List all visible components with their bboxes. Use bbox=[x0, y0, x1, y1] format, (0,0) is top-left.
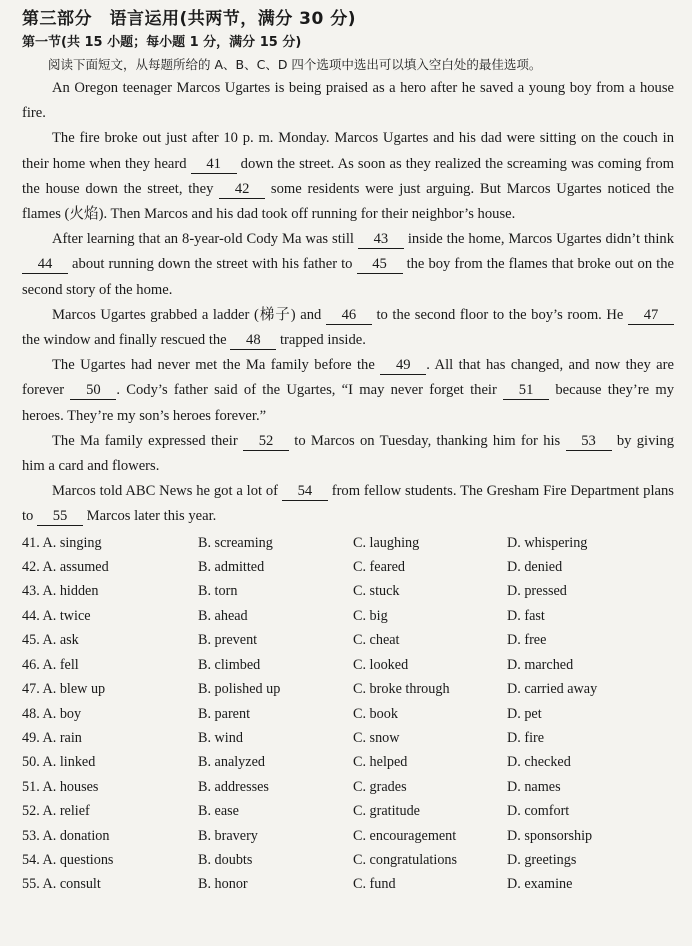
option-row-54 bbox=[22, 848, 674, 872]
option-d: D. sponsorship bbox=[507, 827, 593, 844]
section-title: 第三部分 语言运用(共两节，满分 30 分) bbox=[22, 9, 357, 29]
paragraph-text: An Oregon teenager Marcos Ugartes is being praised as a hero after he saved a young boy from a house fire. bbox=[22, 80, 674, 122]
option-c: C. fund bbox=[353, 876, 396, 893]
option-a: 48. A. boy bbox=[22, 705, 82, 722]
paragraph-1 bbox=[22, 76, 674, 126]
paragraph-2 bbox=[22, 126, 674, 227]
option-c: C. feared bbox=[353, 559, 405, 576]
blank-51: 51 bbox=[503, 382, 549, 400]
paragraph-text: The Ma family expressed their bbox=[52, 432, 243, 449]
option-d: D. whispering bbox=[507, 534, 588, 551]
option-d: D. fast bbox=[507, 607, 545, 624]
option-row-42 bbox=[22, 555, 674, 579]
option-a: 52. A. relief bbox=[22, 803, 90, 820]
blank-44: 44 bbox=[22, 256, 68, 274]
option-c: C. snow bbox=[353, 729, 400, 746]
option-row-43 bbox=[22, 579, 674, 603]
paragraph-text: The fire broke out just after 10 p. m. Monday. Marcos Ugartes and his dad were sitting on the couch in their home when they heard bbox=[22, 130, 674, 172]
option-row-49 bbox=[22, 726, 674, 750]
option-b: B. addresses bbox=[198, 778, 269, 795]
paragraph-5 bbox=[22, 353, 674, 429]
paragraph-text: Marcos Ugartes grabbed a ladder (梯子) and bbox=[52, 306, 326, 323]
blank-45: 45 bbox=[357, 256, 403, 274]
option-d: D. carried away bbox=[507, 681, 598, 698]
option-b: B. screaming bbox=[198, 534, 273, 551]
option-c: C. cheat bbox=[353, 632, 400, 649]
blank-41: 41 bbox=[191, 156, 237, 174]
paragraph-text: from fellow students. The Gresham Fire Department plans to bbox=[22, 483, 674, 525]
option-a: 45. A. ask bbox=[22, 632, 79, 649]
option-row-50 bbox=[22, 750, 674, 774]
paragraph-text: After learning that an 8-year-old Cody Ma was still bbox=[52, 231, 358, 248]
option-d: D. marched bbox=[507, 656, 574, 673]
paragraph-3 bbox=[22, 227, 674, 303]
option-b: B. prevent bbox=[198, 632, 258, 649]
option-a: 43. A. hidden bbox=[22, 583, 99, 600]
option-b: B. polished up bbox=[198, 681, 281, 698]
option-a: 51. A. houses bbox=[22, 778, 99, 795]
paragraph-text: about running down the street with his father to bbox=[68, 256, 357, 273]
blank-50: 50 bbox=[70, 382, 116, 400]
option-row-41 bbox=[22, 531, 674, 555]
option-c: C. big bbox=[353, 607, 388, 624]
option-row-48 bbox=[22, 702, 674, 726]
option-d: D. denied bbox=[507, 559, 563, 576]
blank-54: 54 bbox=[282, 483, 328, 501]
option-a: 42. A. assumed bbox=[22, 559, 109, 576]
paragraph-text: because they’re my heroes. They’re my son’s heroes forever.” bbox=[22, 382, 674, 424]
option-b: B. parent bbox=[198, 705, 251, 722]
option-b: B. honor bbox=[198, 876, 248, 893]
option-row-51 bbox=[22, 775, 674, 799]
blank-43: 43 bbox=[358, 231, 404, 249]
option-row-53 bbox=[22, 824, 674, 848]
option-d: D. pressed bbox=[507, 583, 567, 600]
option-d: D. checked bbox=[507, 754, 571, 771]
option-a: 49. A. rain bbox=[22, 729, 82, 746]
paragraph-6 bbox=[22, 429, 674, 479]
option-d: D. fire bbox=[507, 729, 545, 746]
blank-48: 48 bbox=[230, 332, 276, 350]
option-c: C. gratitude bbox=[353, 803, 420, 820]
option-b: B. ease bbox=[198, 803, 239, 820]
option-row-46 bbox=[22, 653, 674, 677]
paragraph-text: Marcos later this year. bbox=[83, 508, 217, 525]
option-d: D. names bbox=[507, 778, 561, 795]
option-c: C. looked bbox=[353, 656, 409, 673]
paragraph-text: some residents were just arguing. But Marcos Ugartes noticed the flames (火焰). Then Marcos and his dad took off running for their neighbor’s house. bbox=[22, 180, 674, 223]
paragraph-text: . Cody’s father said of the Ugartes, “I may never forget their bbox=[116, 382, 504, 399]
options-list bbox=[22, 531, 674, 897]
option-b: B. analyzed bbox=[198, 754, 265, 771]
option-d: D. pet bbox=[507, 705, 542, 722]
paragraph-4 bbox=[22, 303, 674, 353]
blank-52: 52 bbox=[243, 433, 289, 451]
option-a: 47. A. blew up bbox=[22, 681, 106, 698]
blank-46: 46 bbox=[326, 307, 372, 325]
option-c: C. stuck bbox=[353, 583, 400, 600]
subsection-title: 第一节(共 15 小题；每小题 1 分，满分 15 分) bbox=[22, 35, 302, 50]
paragraph-text: to Marcos on Tuesday, thanking him for his bbox=[289, 432, 566, 449]
paragraph-text: by giving him a card and flowers. bbox=[22, 432, 675, 475]
option-b: B. ahead bbox=[198, 607, 248, 624]
blank-49: 49 bbox=[380, 357, 426, 375]
paragraph-text: The Ugartes had never met the Ma family before the bbox=[52, 357, 381, 374]
option-d: D. free bbox=[507, 632, 547, 649]
option-c: C. book bbox=[353, 705, 398, 722]
option-row-52 bbox=[22, 799, 674, 823]
option-d: D. comfort bbox=[507, 803, 570, 820]
option-row-55 bbox=[22, 872, 674, 896]
option-b: B. doubts bbox=[198, 851, 253, 868]
option-a: 50. A. linked bbox=[22, 754, 96, 771]
option-a: 55. A. consult bbox=[22, 876, 101, 893]
option-a: 53. A. donation bbox=[22, 827, 110, 844]
option-b: B. bravery bbox=[198, 827, 258, 844]
option-c: C. encouragement bbox=[353, 827, 457, 844]
option-a: 46. A. fell bbox=[22, 656, 79, 673]
option-d: D. examine bbox=[507, 876, 573, 893]
paragraph-text: inside the home, Marcos Ugartes didn’t think bbox=[403, 231, 675, 248]
passage bbox=[22, 76, 674, 530]
paragraph-text: trapped inside. bbox=[276, 332, 366, 349]
paragraph-7 bbox=[22, 479, 674, 529]
blank-47: 47 bbox=[628, 307, 674, 325]
option-c: C. broke through bbox=[353, 681, 450, 698]
option-b: B. wind bbox=[198, 729, 243, 746]
option-c: C. congratulations bbox=[353, 851, 458, 868]
blank-55: 55 bbox=[37, 508, 83, 526]
option-a: 54. A. questions bbox=[22, 851, 114, 868]
paragraph-text: down the street. As soon as they realized the screaming was coming from the house down the street, they bbox=[22, 155, 674, 197]
paragraph-text: . All that has changed, and now they are forever bbox=[22, 357, 674, 399]
option-a: 44. A. twice bbox=[22, 607, 91, 624]
option-b: B. climbed bbox=[198, 656, 261, 673]
option-row-47 bbox=[22, 677, 674, 701]
option-c: C. laughing bbox=[353, 534, 420, 551]
option-d: D. greetings bbox=[507, 851, 577, 868]
paragraph-text: the boy from the flames that broke out on the second story of the home. bbox=[22, 256, 674, 298]
paragraph-text: Marcos told ABC News he got a lot of bbox=[52, 483, 282, 500]
paragraph-text: the window and finally rescued the bbox=[22, 332, 231, 349]
blank-42: 42 bbox=[219, 181, 265, 199]
option-b: B. torn bbox=[198, 583, 238, 600]
instructions: 阅读下面短文，从每题所给的 A、B、C、D 四个选项中选出可以填入空白处的最佳选项。 bbox=[48, 57, 542, 72]
paragraph-text: to the second floor to the boy’s room. He bbox=[371, 306, 628, 323]
option-b: B. admitted bbox=[198, 559, 265, 576]
option-row-45 bbox=[22, 628, 674, 652]
option-row-44 bbox=[22, 604, 674, 628]
blank-53: 53 bbox=[566, 433, 612, 451]
option-c: C. helped bbox=[353, 754, 408, 771]
option-a: 41. A. singing bbox=[22, 534, 102, 551]
option-c: C. grades bbox=[353, 778, 407, 795]
